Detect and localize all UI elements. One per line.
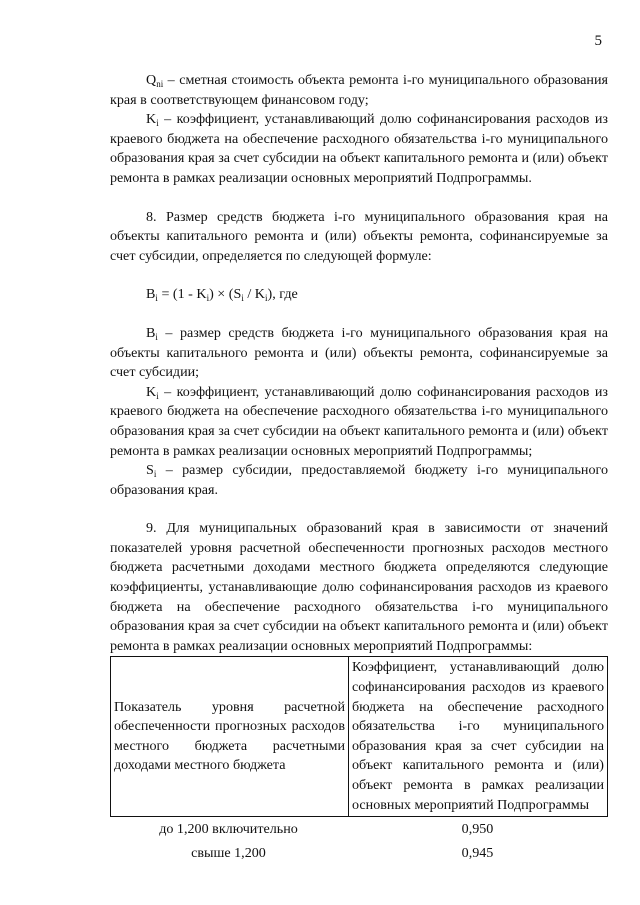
definition-text: – сметная стоимость объекта ремонта i-го муниципального образования края в соответствующем финансовом году; — [110, 72, 608, 108]
document-body — [110, 71, 608, 866]
header-indicator: Показатель уровня расчетной обеспеченности прогнозных расходов местного бюджета расчетными доходами местного бюджета — [111, 657, 349, 817]
table-row — [110, 842, 608, 866]
symbol: K — [146, 111, 157, 128]
subscript: i — [155, 331, 158, 342]
definition-text: – коэффициент, устанавливающий долю софинансирования расходов из краевого бюджета на обеспечение расходного обязательства i-го муниципального образования края за счет субсидии на объект капитального ремонта и (или) объект ремонта в рамках реализации основных мероприятий Подпрограммы. — [110, 111, 608, 186]
symbol: Q — [146, 72, 157, 88]
subscript: i — [153, 469, 157, 480]
page-number: 5 — [594, 33, 602, 49]
subscript: ni — [156, 79, 164, 89]
table-row — [110, 818, 608, 842]
paragraph-b-definition — [110, 324, 608, 383]
symbol: K — [146, 383, 157, 400]
coefficient-value: 0,945 — [461, 845, 494, 862]
formula: $B_i = (1 - K_i) \times (S_i / K_i)$, где — [146, 286, 298, 304]
definition-text: – коэффициент, устанавливающий долю софинансирования расходов из краевого бюджета на обеспечение расходного обязательства i-го муниципального образования края за счет субсидии на объект капитального ремонта и (или) объект ремонта в рамках реализации основных мероприятий Подпрограммы; — [110, 383, 608, 459]
subscript: i — [156, 390, 159, 401]
coefficient-table — [110, 656, 608, 817]
indicator-value: свыше 1,200 — [191, 845, 266, 862]
paragraph-k-definition — [110, 110, 608, 188]
header-coefficient: Коэффициент, устанавливающий долю софинансирования расходов из краевого бюджета на обеспечение расходного обязательства i-го муниципального образования края за счет субсидии на объект капитального ремонта и (или) объект ремонта в рамках реализации основных мероприятий Подпрограммы — [349, 657, 608, 817]
paragraph-8: 8. Размер средств бюджета i-го муниципального образования края на объекты капитального ремонта и (или) объекты ремонта, софинансируемые за счет субсидии, определяется по следующей формуле: — [110, 208, 608, 264]
definition-text: – размер средств бюджета i-го муниципального образования края на объекты капитального ремонта и (или) объекты ремонта, софинансируемые за счет субсидии; — [110, 324, 608, 381]
coefficient-value: 0,950 — [461, 821, 494, 838]
paragraph-k-definition-2 — [110, 383, 608, 461]
paragraph-q-definition — [110, 71, 608, 110]
coefficient-values — [110, 818, 608, 866]
table-header-row — [111, 657, 608, 817]
subscript: i — [156, 118, 159, 129]
paragraph-9: 9. Для муниципальных образований края в зависимости от значений показателей уровня расчетной обеспеченности прогнозных расходов местного бюджета расчетными доходами местного бюджета определяются следующие коэффициенты, устанавливающие долю софинансирования расходов из краевого бюджета на обеспечение расходного обязательства i-го муниципального образования края за счет субсидии на объект капитального ремонта и (или) объект ремонта в рамках реализации основных мероприятий Подпрограммы: — [110, 520, 608, 654]
symbol: B — [146, 324, 156, 341]
symbol: S — [146, 462, 154, 479]
indicator-value: до 1,200 включительно — [159, 821, 298, 838]
definition-text: – размер субсидии, предоставляемой бюджету i-го муниципального образования края. — [110, 462, 608, 498]
paragraph-s-definition — [110, 461, 608, 500]
